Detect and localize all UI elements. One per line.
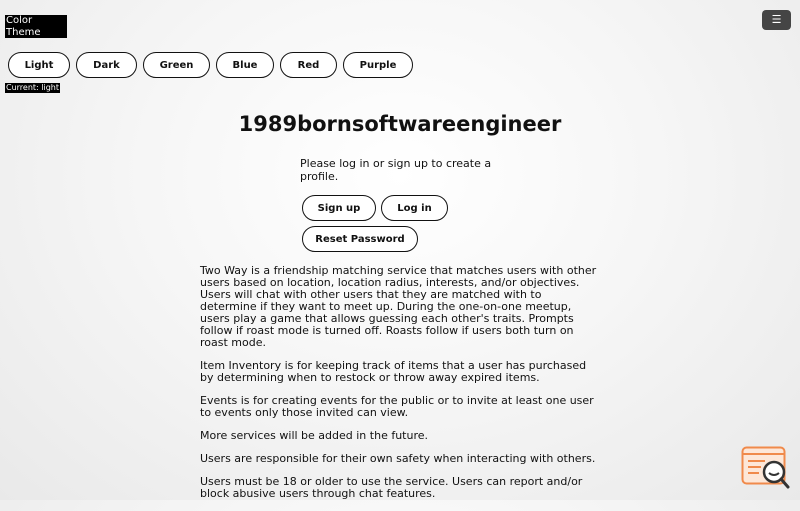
chat-widget-button[interactable]	[741, 446, 791, 490]
description-paragraph: Users must be 18 or older to use the service. Users can report and/or block abusive users through chat features.	[200, 475, 583, 500]
description-paragraph: Events is for creating events for the public or to invite at least one user to events only those invited can view.	[200, 394, 594, 419]
menu-button[interactable]	[762, 10, 791, 30]
theme-purple-button[interactable]: Purple	[343, 52, 413, 78]
theme-red-button[interactable]: Red	[280, 52, 337, 78]
page-title: 1989bornsoftwareengineer	[238, 112, 562, 136]
description-paragraph: More services will be added in the future.	[200, 429, 429, 442]
current-theme-label: Current: light	[6, 83, 60, 92]
hamburger-menu-icon: ☰	[771, 13, 782, 26]
color-theme-title: Color Theme	[5, 15, 67, 38]
theme-button-group	[8, 52, 419, 78]
login-prompt: Please log in or sign up to create a profile.	[300, 157, 492, 183]
signup-button[interactable]: Sign up	[302, 195, 376, 221]
chat-search-icon	[741, 446, 791, 490]
reset-password-button[interactable]: Reset Password	[302, 226, 418, 252]
theme-blue-button[interactable]: Blue	[216, 52, 274, 78]
description-paragraph: Item Inventory is for keeping track of items that a user has purchased by determining when to restock or throw away expired items.	[200, 359, 587, 384]
theme-dark-button[interactable]: Dark	[76, 52, 137, 78]
theme-green-button[interactable]: Green	[143, 52, 210, 78]
description-paragraph: Two Way is a friendship matching service that matches users with other users based on location, location radius, interests, and/or objectives. Users will chat with other users that they are matched with to determine if they want to meet up. During the one-on-one meetup, users play a game that allows guessing each other's traits. Prompts follow if roast mode is turned off. Roasts follow if users both turn on roast mode.	[200, 264, 597, 349]
service-description	[200, 265, 600, 511]
description-paragraph: Users are responsible for their own safety when interacting with others.	[200, 452, 596, 465]
login-button[interactable]: Log in	[381, 195, 448, 221]
theme-light-button[interactable]: Light	[8, 52, 70, 78]
